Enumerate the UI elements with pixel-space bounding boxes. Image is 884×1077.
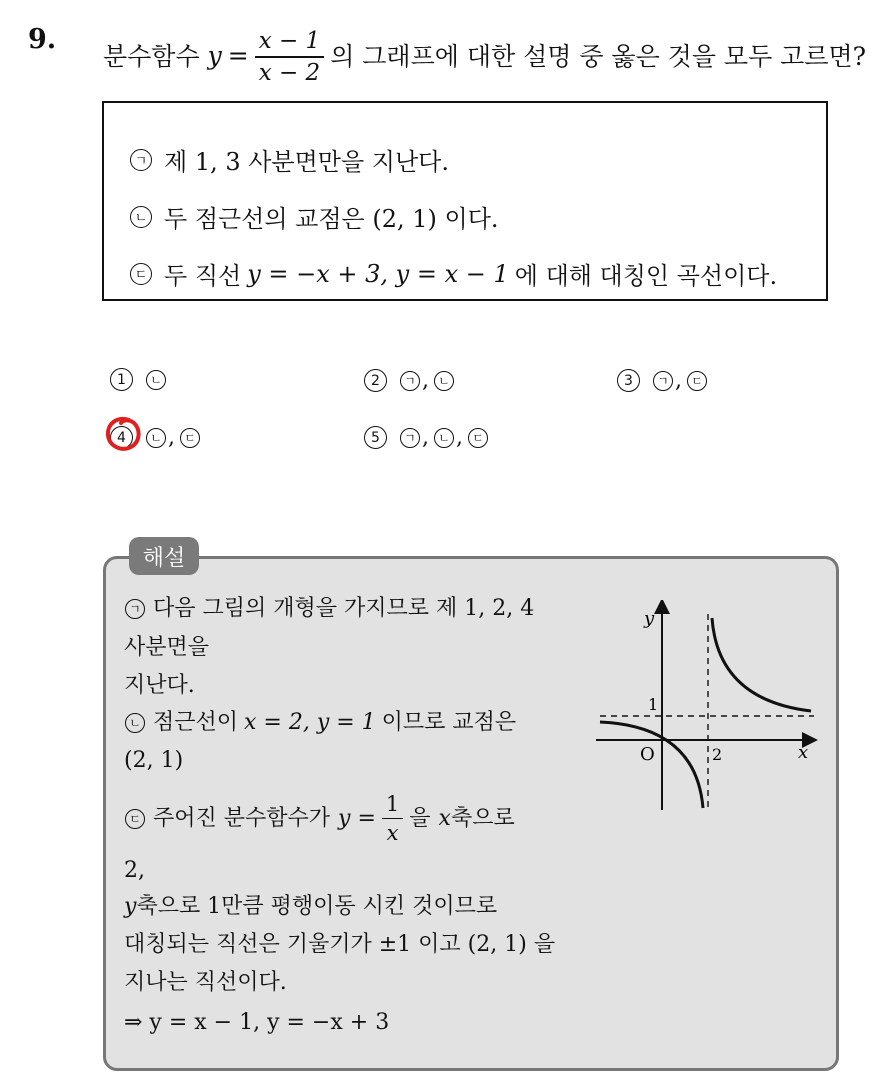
choice-3-number: 3 [617,369,640,392]
statement-a-mark: ㄱ [130,149,152,171]
solution-line-10: 지나는 직선이다. [124,970,287,995]
solution-mark-c: ㄷ [125,809,145,829]
function-equals: = [227,40,249,70]
choice-2-number: 2 [364,369,387,392]
fraction-denominator: x − 2 [258,60,321,86]
statement-b-mark: ㄴ [130,206,152,228]
question-lead: 분수함수 [103,42,200,71]
choice-4[interactable]: 4 ㄴ , ㄷ [110,425,201,450]
choice-5[interactable]: 5 ㄱ , ㄴ , ㄷ [364,425,489,450]
solution-fraction-denominator: x [386,821,399,845]
choice-2-mark-2: ㄴ [434,371,454,391]
choice-2-mark-1: ㄱ [400,371,420,391]
solution-tag: 해설 [129,537,199,575]
solution-line-9: 대칭되는 직선은 기울기가 ±1 이고 (2, 1) 을 [124,932,556,957]
statement-b [130,199,499,234]
curve-right-branch [712,618,811,711]
choice-3-mark-2: ㄷ [687,371,707,391]
choice-1-number: 1 [110,368,133,391]
choice-3[interactable]: 3 ㄱ , ㄷ [617,368,708,393]
solution-line-6-x: x [438,805,451,831]
choice-3-mark-1: ㄱ [653,371,673,391]
choice-5-mark-3: ㄷ [468,428,488,448]
solution-line-4-a: 점근선이 [153,710,239,735]
solution-line-1 [124,598,534,620]
statement-b-text: 두 점근선의 교점은 (2, 1) 이다. [164,205,499,233]
solution-line-6 [124,792,515,845]
solution-line-6-b: 을 [409,805,431,831]
function-variable: y [207,40,222,70]
statement-c-mark: ㄷ [130,263,152,285]
statement-a-text: 제 1, 3 사분면만을 지난다. [164,148,449,176]
solution-mark-a: ㄱ [125,599,145,619]
solution-line-8-text: 축으로 1만큼 평행이동 시킨 것이므로 [136,894,498,919]
solution-line-8 [124,896,497,918]
origin-label: O [640,744,655,765]
statement-c [130,256,777,291]
solution-line-2: 사분면을 [124,635,210,660]
answer-circle-mark [103,414,143,454]
solution-line-8-y: y [124,894,137,919]
y-tick-label: 1 [648,695,659,714]
solution-line-6-c: 축으로 [450,805,515,831]
solution-line-4-b: 이므로 교점은 [381,710,517,735]
solution-line-6-a: 주어진 분수함수가 [153,805,331,831]
solution-mark-b: ㄴ [125,713,145,733]
solution-line-11: ⇒ y = x − 1, y = −x + 3 [124,1010,390,1035]
choice-4-mark-1: ㄴ [146,428,166,448]
solution-line-4 [124,712,516,734]
question-text [103,26,866,84]
solution-fraction-numerator: 1 [382,792,403,819]
curve-left-branch [600,722,703,808]
choice-1-mark-1: ㄴ [146,370,166,390]
solution-line-7: 2, [124,858,145,883]
choice-5-mark-1: ㄱ [400,428,420,448]
question-tail: 의 그래프에 대한 설명 중 옳은 것을 모두 고르면? [330,42,867,71]
solution-line-3: 지난다. [124,673,195,698]
solution-line-6-math: y = [338,805,376,831]
solution-line-5: (2, 1) [124,748,184,773]
choice-5-mark-2: ㄴ [434,428,454,448]
statement-a [130,142,449,177]
function-fraction [255,28,325,86]
solution-line-4-math: x = 2, y = 1 [244,710,376,735]
choice-5-number: 5 [364,426,387,449]
solution-line-1-text: 다음 그림의 개형을 가지므로 제 1, 2, 4 [153,596,535,621]
y-axis-label: y [644,608,655,629]
x-axis-label: x [798,742,809,763]
question-number: 9. [28,24,57,55]
solution-fraction [382,792,403,845]
choice-1[interactable] [110,368,167,391]
x-tick-label: 2 [712,745,723,764]
choice-2[interactable]: 2 ㄱ , ㄴ [364,368,455,393]
choice-4-number: 4 [110,426,133,449]
hyperbola-graph [596,600,818,815]
statement-c-math: y = −x + 3, y = x − 1 [247,259,509,288]
choice-4-mark-2: ㄷ [180,428,200,448]
statement-c-text-a: 두 직선 [164,262,242,290]
fraction-numerator: x − 1 [255,28,325,58]
statement-c-text-b: 에 대해 대칭인 곡선이다. [514,262,778,290]
